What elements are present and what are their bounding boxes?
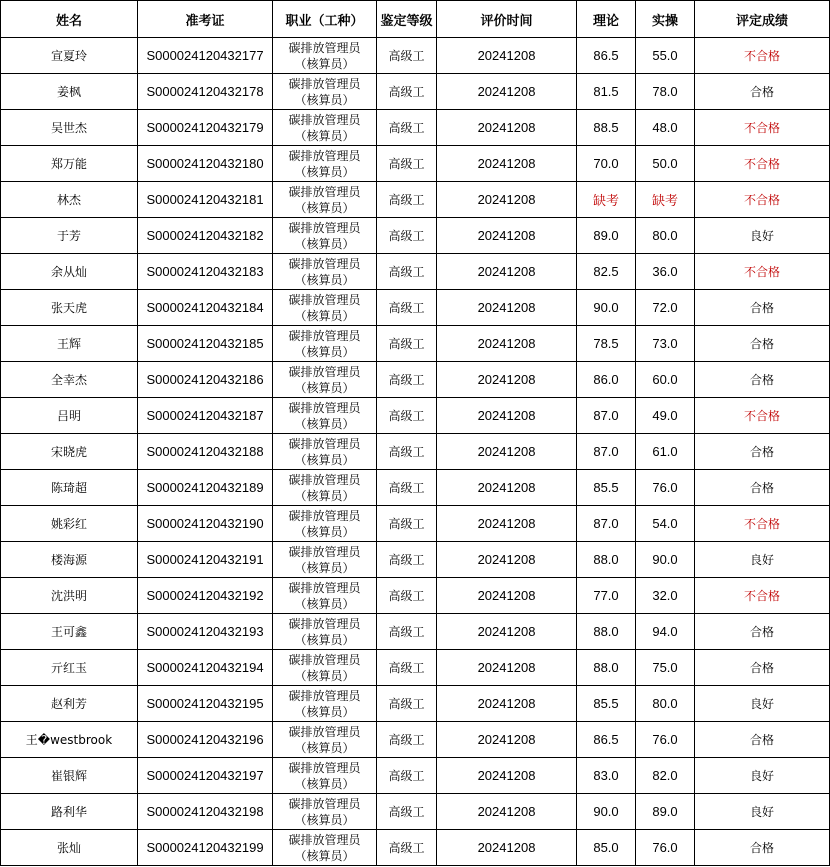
occupation-subtitle: （核算员） bbox=[294, 524, 355, 539]
cell-name: 路利华 bbox=[1, 794, 138, 830]
cell-exam-id: S000024120432178 bbox=[138, 74, 273, 110]
cell-eval-date: 20241208 bbox=[437, 722, 577, 758]
cell-result: 不合格 bbox=[695, 254, 830, 290]
cell-practice: 缺考 bbox=[636, 182, 695, 218]
cell-theory: 85.5 bbox=[577, 470, 636, 506]
cell-exam-id: S000024120432191 bbox=[138, 542, 273, 578]
cell-level: 高级工 bbox=[377, 218, 437, 254]
table-row bbox=[1, 218, 830, 254]
table-row bbox=[1, 434, 830, 470]
cell-exam-id: S000024120432187 bbox=[138, 398, 273, 434]
cell-result: 合格 bbox=[695, 650, 830, 686]
occupation-subtitle: （核算员） bbox=[294, 596, 355, 611]
cell-exam-id: S000024120432193 bbox=[138, 614, 273, 650]
cell-theory: 86.5 bbox=[577, 722, 636, 758]
cell-name: 郑万能 bbox=[1, 146, 138, 182]
cell-practice: 72.0 bbox=[636, 290, 695, 326]
cell-occupation bbox=[273, 758, 377, 794]
cell-result: 良好 bbox=[695, 794, 830, 830]
cell-occupation bbox=[273, 686, 377, 722]
cell-level: 高级工 bbox=[377, 758, 437, 794]
occupation-title: 碳排放管理员 bbox=[288, 112, 361, 127]
occupation-title: 碳排放管理员 bbox=[288, 688, 361, 703]
cell-exam-id: S000024120432188 bbox=[138, 434, 273, 470]
cell-practice: 76.0 bbox=[636, 470, 695, 506]
occupation-subtitle: （核算员） bbox=[294, 308, 355, 323]
cell-exam-id: S000024120432190 bbox=[138, 506, 273, 542]
cell-eval-date: 20241208 bbox=[437, 290, 577, 326]
cell-exam-id: S000024120432177 bbox=[138, 38, 273, 74]
cell-practice: 80.0 bbox=[636, 686, 695, 722]
cell-practice: 60.0 bbox=[636, 362, 695, 398]
cell-theory: 86.0 bbox=[577, 362, 636, 398]
occupation-subtitle: （核算员） bbox=[294, 812, 355, 827]
cell-name: 吴世杰 bbox=[1, 110, 138, 146]
cell-occupation bbox=[273, 74, 377, 110]
cell-practice: 61.0 bbox=[636, 434, 695, 470]
table-row bbox=[1, 830, 830, 866]
occupation-subtitle: （核算员） bbox=[294, 164, 355, 179]
cell-theory: 缺考 bbox=[577, 182, 636, 218]
occupation-subtitle: （核算员） bbox=[294, 380, 355, 395]
occupation-subtitle: （核算员） bbox=[294, 704, 355, 719]
cell-result: 合格 bbox=[695, 290, 830, 326]
table-row bbox=[1, 398, 830, 434]
cell-exam-id: S000024120432197 bbox=[138, 758, 273, 794]
table-row bbox=[1, 542, 830, 578]
cell-occupation bbox=[273, 326, 377, 362]
cell-eval-date: 20241208 bbox=[437, 650, 577, 686]
occupation-title: 碳排放管理员 bbox=[288, 724, 361, 739]
cell-name: 王�westbrook bbox=[1, 722, 138, 758]
cell-practice: 76.0 bbox=[636, 722, 695, 758]
cell-level: 高级工 bbox=[377, 686, 437, 722]
cell-eval-date: 20241208 bbox=[437, 146, 577, 182]
cell-occupation bbox=[273, 218, 377, 254]
cell-theory: 87.0 bbox=[577, 506, 636, 542]
occupation-title: 碳排放管理员 bbox=[288, 472, 361, 487]
cell-theory: 88.0 bbox=[577, 542, 636, 578]
table-row bbox=[1, 110, 830, 146]
cell-name: 林杰 bbox=[1, 182, 138, 218]
cell-occupation bbox=[273, 506, 377, 542]
cell-theory: 88.5 bbox=[577, 110, 636, 146]
cell-name: 张灿 bbox=[1, 830, 138, 866]
cell-practice: 89.0 bbox=[636, 794, 695, 830]
cell-eval-date: 20241208 bbox=[437, 74, 577, 110]
cell-theory: 86.5 bbox=[577, 38, 636, 74]
cell-exam-id: S000024120432198 bbox=[138, 794, 273, 830]
cell-name: 沈洪明 bbox=[1, 578, 138, 614]
col-header-exam-id: 准考证 bbox=[138, 1, 273, 38]
cell-exam-id: S000024120432181 bbox=[138, 182, 273, 218]
cell-theory: 82.5 bbox=[577, 254, 636, 290]
cell-theory: 78.5 bbox=[577, 326, 636, 362]
occupation-title: 碳排放管理员 bbox=[288, 76, 361, 91]
cell-name: 吕明 bbox=[1, 398, 138, 434]
cell-level: 高级工 bbox=[377, 74, 437, 110]
col-header-name: 姓名 bbox=[1, 1, 138, 38]
occupation-title: 碳排放管理员 bbox=[288, 760, 361, 775]
col-header-practice: 实操 bbox=[636, 1, 695, 38]
occupation-subtitle: （核算员） bbox=[294, 632, 355, 647]
cell-occupation bbox=[273, 578, 377, 614]
cell-result: 合格 bbox=[695, 362, 830, 398]
occupation-subtitle: （核算员） bbox=[294, 128, 355, 143]
occupation-title: 碳排放管理员 bbox=[288, 256, 361, 271]
cell-level: 高级工 bbox=[377, 578, 437, 614]
cell-level: 高级工 bbox=[377, 254, 437, 290]
occupation-subtitle: （核算员） bbox=[294, 272, 355, 287]
col-header-occupation: 职业（工种） bbox=[273, 1, 377, 38]
cell-eval-date: 20241208 bbox=[437, 830, 577, 866]
cell-theory: 87.0 bbox=[577, 398, 636, 434]
cell-occupation bbox=[273, 254, 377, 290]
cell-level: 高级工 bbox=[377, 290, 437, 326]
cell-theory: 77.0 bbox=[577, 578, 636, 614]
cell-practice: 75.0 bbox=[636, 650, 695, 686]
cell-occupation bbox=[273, 542, 377, 578]
cell-result: 合格 bbox=[695, 614, 830, 650]
cell-name: 姚彩红 bbox=[1, 506, 138, 542]
cell-practice: 90.0 bbox=[636, 542, 695, 578]
table-row bbox=[1, 794, 830, 830]
table-row bbox=[1, 506, 830, 542]
cell-result: 不合格 bbox=[695, 506, 830, 542]
cell-eval-date: 20241208 bbox=[437, 686, 577, 722]
cell-name: 陈琦超 bbox=[1, 470, 138, 506]
cell-eval-date: 20241208 bbox=[437, 218, 577, 254]
cell-name: 宋晓虎 bbox=[1, 434, 138, 470]
occupation-subtitle: （核算员） bbox=[294, 560, 355, 575]
cell-level: 高级工 bbox=[377, 182, 437, 218]
cell-exam-id: S000024120432194 bbox=[138, 650, 273, 686]
cell-occupation bbox=[273, 110, 377, 146]
occupation-subtitle: （核算员） bbox=[294, 200, 355, 215]
occupation-title: 碳排放管理员 bbox=[288, 292, 361, 307]
cell-theory: 85.0 bbox=[577, 830, 636, 866]
cell-theory: 90.0 bbox=[577, 794, 636, 830]
occupation-subtitle: （核算员） bbox=[294, 56, 355, 71]
occupation-subtitle: （核算员） bbox=[294, 848, 355, 863]
cell-name: 宣夏玲 bbox=[1, 38, 138, 74]
cell-exam-id: S000024120432199 bbox=[138, 830, 273, 866]
cell-result: 不合格 bbox=[695, 182, 830, 218]
occupation-subtitle: （核算员） bbox=[294, 668, 355, 683]
col-header-theory: 理论 bbox=[577, 1, 636, 38]
cell-practice: 76.0 bbox=[636, 830, 695, 866]
cell-occupation bbox=[273, 398, 377, 434]
cell-eval-date: 20241208 bbox=[437, 110, 577, 146]
cell-practice: 82.0 bbox=[636, 758, 695, 794]
occupation-subtitle: （核算员） bbox=[294, 344, 355, 359]
cell-exam-id: S000024120432196 bbox=[138, 722, 273, 758]
cell-eval-date: 20241208 bbox=[437, 578, 577, 614]
table-row bbox=[1, 686, 830, 722]
cell-result: 良好 bbox=[695, 218, 830, 254]
col-header-level: 鉴定等级 bbox=[377, 1, 437, 38]
cell-level: 高级工 bbox=[377, 470, 437, 506]
cell-occupation bbox=[273, 794, 377, 830]
cell-theory: 87.0 bbox=[577, 434, 636, 470]
table-row bbox=[1, 578, 830, 614]
cell-theory: 89.0 bbox=[577, 218, 636, 254]
cell-practice: 73.0 bbox=[636, 326, 695, 362]
cell-occupation bbox=[273, 830, 377, 866]
cell-eval-date: 20241208 bbox=[437, 794, 577, 830]
occupation-title: 碳排放管理员 bbox=[288, 364, 361, 379]
cell-eval-date: 20241208 bbox=[437, 614, 577, 650]
cell-result: 良好 bbox=[695, 542, 830, 578]
cell-exam-id: S000024120432179 bbox=[138, 110, 273, 146]
cell-eval-date: 20241208 bbox=[437, 38, 577, 74]
cell-occupation bbox=[273, 362, 377, 398]
cell-eval-date: 20241208 bbox=[437, 362, 577, 398]
occupation-title: 碳排放管理员 bbox=[288, 508, 361, 523]
cell-theory: 85.5 bbox=[577, 686, 636, 722]
cell-name: 王辉 bbox=[1, 326, 138, 362]
cell-level: 高级工 bbox=[377, 326, 437, 362]
cell-level: 高级工 bbox=[377, 614, 437, 650]
occupation-title: 碳排放管理员 bbox=[288, 436, 361, 451]
cell-theory: 81.5 bbox=[577, 74, 636, 110]
occupation-subtitle: （核算员） bbox=[294, 236, 355, 251]
cell-eval-date: 20241208 bbox=[437, 326, 577, 362]
cell-exam-id: S000024120432184 bbox=[138, 290, 273, 326]
cell-practice: 54.0 bbox=[636, 506, 695, 542]
cell-theory: 88.0 bbox=[577, 614, 636, 650]
cell-eval-date: 20241208 bbox=[437, 470, 577, 506]
cell-level: 高级工 bbox=[377, 794, 437, 830]
cell-result: 合格 bbox=[695, 74, 830, 110]
cell-eval-date: 20241208 bbox=[437, 434, 577, 470]
cell-result: 不合格 bbox=[695, 110, 830, 146]
cell-name: 亓红玉 bbox=[1, 650, 138, 686]
occupation-title: 碳排放管理员 bbox=[288, 328, 361, 343]
table-row bbox=[1, 182, 830, 218]
cell-occupation bbox=[273, 182, 377, 218]
cell-exam-id: S000024120432186 bbox=[138, 362, 273, 398]
table-row bbox=[1, 470, 830, 506]
occupation-subtitle: （核算员） bbox=[294, 452, 355, 467]
cell-exam-id: S000024120432192 bbox=[138, 578, 273, 614]
cell-name: 赵利芳 bbox=[1, 686, 138, 722]
cell-result: 良好 bbox=[695, 758, 830, 794]
table-row bbox=[1, 650, 830, 686]
cell-practice: 94.0 bbox=[636, 614, 695, 650]
col-header-eval-date: 评价时间 bbox=[437, 1, 577, 38]
table-row bbox=[1, 290, 830, 326]
cell-exam-id: S000024120432185 bbox=[138, 326, 273, 362]
occupation-subtitle: （核算员） bbox=[294, 488, 355, 503]
cell-name: 楼海源 bbox=[1, 542, 138, 578]
cell-eval-date: 20241208 bbox=[437, 182, 577, 218]
table-row bbox=[1, 146, 830, 182]
cell-level: 高级工 bbox=[377, 542, 437, 578]
cell-result: 合格 bbox=[695, 434, 830, 470]
cell-level: 高级工 bbox=[377, 362, 437, 398]
cell-result: 不合格 bbox=[695, 398, 830, 434]
cell-practice: 49.0 bbox=[636, 398, 695, 434]
cell-level: 高级工 bbox=[377, 110, 437, 146]
cell-eval-date: 20241208 bbox=[437, 542, 577, 578]
col-header-result: 评定成绩 bbox=[695, 1, 830, 38]
cell-level: 高级工 bbox=[377, 434, 437, 470]
occupation-title: 碳排放管理员 bbox=[288, 184, 361, 199]
cell-occupation bbox=[273, 470, 377, 506]
occupation-title: 碳排放管理员 bbox=[288, 796, 361, 811]
table-row bbox=[1, 362, 830, 398]
table-row bbox=[1, 326, 830, 362]
cell-practice: 55.0 bbox=[636, 38, 695, 74]
cell-theory: 70.0 bbox=[577, 146, 636, 182]
table-row bbox=[1, 38, 830, 74]
cell-occupation bbox=[273, 38, 377, 74]
cell-occupation bbox=[273, 614, 377, 650]
occupation-title: 碳排放管理员 bbox=[288, 580, 361, 595]
occupation-title: 碳排放管理员 bbox=[288, 544, 361, 559]
cell-occupation bbox=[273, 146, 377, 182]
cell-level: 高级工 bbox=[377, 38, 437, 74]
cell-exam-id: S000024120432182 bbox=[138, 218, 273, 254]
cell-result: 合格 bbox=[695, 830, 830, 866]
cell-name: 姜枫 bbox=[1, 74, 138, 110]
occupation-title: 碳排放管理员 bbox=[288, 652, 361, 667]
occupation-subtitle: （核算员） bbox=[294, 92, 355, 107]
cell-exam-id: S000024120432180 bbox=[138, 146, 273, 182]
cell-result: 不合格 bbox=[695, 146, 830, 182]
cell-name: 余从灿 bbox=[1, 254, 138, 290]
cell-theory: 88.0 bbox=[577, 650, 636, 686]
cell-name: 王可鑫 bbox=[1, 614, 138, 650]
occupation-subtitle: （核算员） bbox=[294, 416, 355, 431]
cell-occupation bbox=[273, 650, 377, 686]
cell-eval-date: 20241208 bbox=[437, 398, 577, 434]
occupation-title: 碳排放管理员 bbox=[288, 40, 361, 55]
cell-theory: 83.0 bbox=[577, 758, 636, 794]
cell-eval-date: 20241208 bbox=[437, 254, 577, 290]
cell-result: 不合格 bbox=[695, 578, 830, 614]
cell-practice: 80.0 bbox=[636, 218, 695, 254]
cell-result: 不合格 bbox=[695, 38, 830, 74]
cell-eval-date: 20241208 bbox=[437, 758, 577, 794]
header-row bbox=[1, 1, 830, 38]
cell-occupation bbox=[273, 290, 377, 326]
cell-eval-date: 20241208 bbox=[437, 506, 577, 542]
cell-exam-id: S000024120432183 bbox=[138, 254, 273, 290]
occupation-title: 碳排放管理员 bbox=[288, 148, 361, 163]
table-row bbox=[1, 722, 830, 758]
cell-level: 高级工 bbox=[377, 830, 437, 866]
table-row bbox=[1, 614, 830, 650]
occupation-title: 碳排放管理员 bbox=[288, 220, 361, 235]
table-row bbox=[1, 74, 830, 110]
cell-exam-id: S000024120432189 bbox=[138, 470, 273, 506]
cell-theory: 90.0 bbox=[577, 290, 636, 326]
cell-result: 合格 bbox=[695, 470, 830, 506]
occupation-subtitle: （核算员） bbox=[294, 740, 355, 755]
cell-name: 于芳 bbox=[1, 218, 138, 254]
cell-occupation bbox=[273, 722, 377, 758]
cell-result: 合格 bbox=[695, 326, 830, 362]
cell-occupation bbox=[273, 434, 377, 470]
cell-name: 崔银辉 bbox=[1, 758, 138, 794]
cell-level: 高级工 bbox=[377, 398, 437, 434]
cell-result: 合格 bbox=[695, 722, 830, 758]
cell-practice: 78.0 bbox=[636, 74, 695, 110]
cell-result: 良好 bbox=[695, 686, 830, 722]
cell-level: 高级工 bbox=[377, 146, 437, 182]
cell-practice: 48.0 bbox=[636, 110, 695, 146]
cell-practice: 50.0 bbox=[636, 146, 695, 182]
cell-exam-id: S000024120432195 bbox=[138, 686, 273, 722]
occupation-subtitle: （核算员） bbox=[294, 776, 355, 791]
cell-name: 张天虎 bbox=[1, 290, 138, 326]
table-row bbox=[1, 758, 830, 794]
cell-practice: 36.0 bbox=[636, 254, 695, 290]
occupation-title: 碳排放管理员 bbox=[288, 832, 361, 847]
cell-level: 高级工 bbox=[377, 506, 437, 542]
cell-level: 高级工 bbox=[377, 650, 437, 686]
occupation-title: 碳排放管理员 bbox=[288, 616, 361, 631]
cell-practice: 32.0 bbox=[636, 578, 695, 614]
cell-level: 高级工 bbox=[377, 722, 437, 758]
occupation-title: 碳排放管理员 bbox=[288, 400, 361, 415]
cell-name: 全幸杰 bbox=[1, 362, 138, 398]
table-row bbox=[1, 254, 830, 290]
